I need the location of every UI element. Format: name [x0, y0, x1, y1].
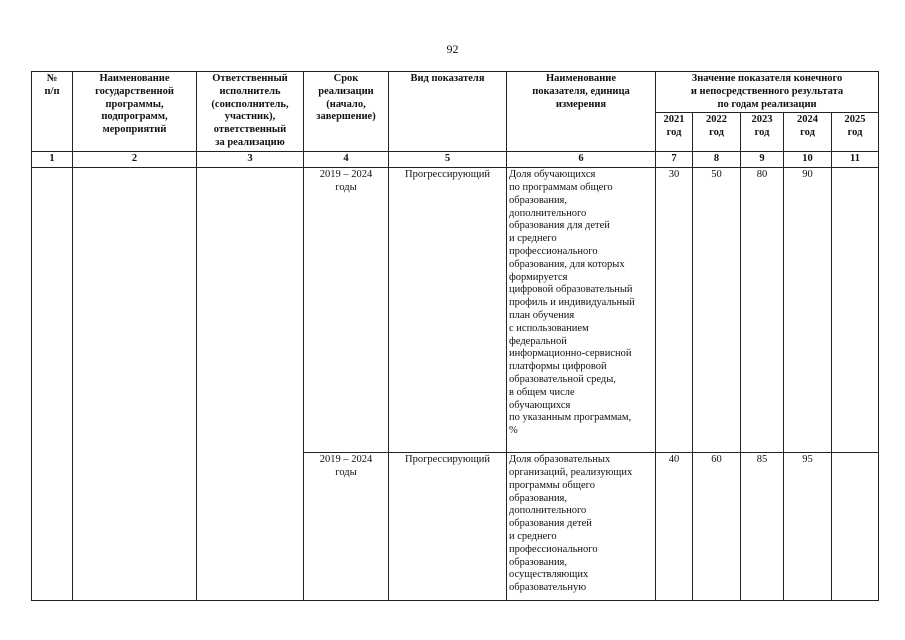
header-number: № п/п — [32, 72, 73, 152]
header-year-2023: 2023 год — [741, 113, 784, 152]
number-cell — [32, 168, 73, 601]
column-number: 3 — [197, 152, 304, 168]
header-responsible: Ответственный исполнитель (соисполнитель, участник), ответственный за реализацию — [197, 72, 304, 152]
value-2024-cell: 95 — [784, 453, 832, 601]
header-values-group: Значение показателя конечного и непосредственного результата по годам реализации — [656, 72, 879, 113]
table-row — [32, 168, 879, 453]
value-2025-cell — [832, 168, 879, 453]
header-indicator-name: Наименование показателя, единица измерения — [507, 72, 656, 152]
value-2022-cell: 50 — [693, 168, 741, 453]
program-name-cell — [73, 168, 197, 601]
column-number: 7 — [656, 152, 693, 168]
column-number: 6 — [507, 152, 656, 168]
indicators-table — [31, 71, 879, 601]
header-indicator-kind: Вид показателя — [389, 72, 507, 152]
header-year-2024: 2024 год — [784, 113, 832, 152]
column-number: 4 — [304, 152, 389, 168]
header-term: Срок реализации (начало, завершение) — [304, 72, 389, 152]
header-row-1 — [32, 72, 879, 113]
value-2024-cell: 90 — [784, 168, 832, 453]
term-cell: 2019 – 2024 годы — [304, 168, 389, 453]
header-year-2021: 2021 год — [656, 113, 693, 152]
column-number: 9 — [741, 152, 784, 168]
value-2023-cell: 80 — [741, 168, 784, 453]
indicator-kind-cell: Прогрессирующий — [389, 453, 507, 601]
column-number: 8 — [693, 152, 741, 168]
value-2023-cell: 85 — [741, 453, 784, 601]
value-2025-cell — [832, 453, 879, 601]
header-year-2025: 2025 год — [832, 113, 879, 152]
column-number: 10 — [784, 152, 832, 168]
indicator-name-cell: Доля обучающихся по программам общего образования, дополнительного образования для детей и среднего профессионального образования, для которых формируется цифровой образовательный профиль и индивидуальный план обучения с использованием федеральной информационно-сервисной платформы цифровой образовательной среды, в общем числе обучающихся по указанным программам, % — [507, 168, 656, 453]
value-2021-cell: 30 — [656, 168, 693, 453]
page-number: 92 — [446, 42, 459, 56]
value-2021-cell: 40 — [656, 453, 693, 601]
value-2022-cell: 60 — [693, 453, 741, 601]
column-number: 5 — [389, 152, 507, 168]
column-number: 2 — [73, 152, 197, 168]
indicator-name-cell: Доля образовательных организаций, реализующих программы общего образования, дополнительного образования детей и среднего профессионального образования, осуществляющих образовательную — [507, 453, 656, 601]
responsible-cell — [197, 168, 304, 601]
indicator-kind-cell: Прогрессирующий — [389, 168, 507, 453]
header-year-2022: 2022 год — [693, 113, 741, 152]
header-program-name: Наименование государственной программы, подпрограмм, мероприятий — [73, 72, 197, 152]
column-number: 1 — [32, 152, 73, 168]
column-number: 11 — [832, 152, 879, 168]
column-number-row — [32, 152, 879, 168]
term-cell: 2019 – 2024 годы — [304, 453, 389, 601]
